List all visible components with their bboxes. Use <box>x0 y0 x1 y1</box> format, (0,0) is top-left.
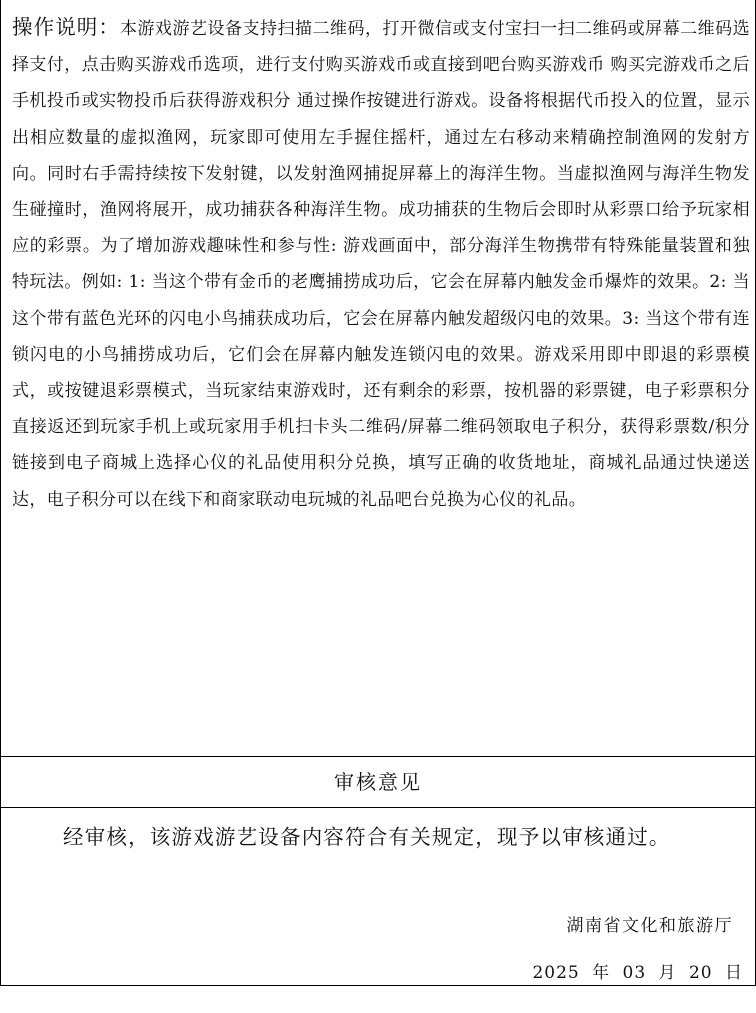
instructions-title: 操作说明： <box>12 15 121 39</box>
review-opinion-text: 经审核，该游戏游艺设备内容符合有关规定，现予以审核通过。 <box>63 825 671 849</box>
issuing-organization: 湖南省文化和旅游厅 <box>566 916 733 936</box>
instructions-paragraph <box>12 9 750 518</box>
review-section-header: 审核意见 <box>1 757 755 808</box>
review-date: 2025 年 03 月 20 日 <box>532 963 743 983</box>
review-section-body <box>1 808 755 985</box>
instructions-body: 本游戏游艺设备支持扫描二维码，打开微信或支付宝扫一扫二维码或屏幕二维码选择支付，点击购买游戏币选项，进行支付购买游戏币或直接到吧台购买游戏币 购买完游戏币之后手机投币或实物投币后获得游戏积分 通过操作按键进行游戏。设备将根据代币投入的位置，显示出相应数量的虚拟渔网，玩家即可使用左手握住摇杆，通过左右移动来精确控制渔网的发射方向。同时右手需持续按下发射键，以发射渔网捕捉屏幕上的海洋生物。当虚拟渔网与海洋生物发生碰撞时，渔网将展开，成功捕获各种海洋生物。成功捕获的生物后会即时从彩票口给予玩家相应的彩票。为了增加游戏趣味性和参与性: 游戏画面中，部分海洋生物携带有特殊能量装置和独特玩法。例如: 1: 当这个带有金币的老鹰捕捞成功后，它会在屏幕内触发金币爆炸的效果。2: 当这个带有蓝色光环的闪电小鸟捕获成功后，它会在屏幕内触发超级闪电的效果。3: 当这个带有连锁闪电的小鸟捕捞成功后，它们会在屏幕内触发连锁闪电的效果。游戏采用即中即退的彩票模式，或按键退彩票模式，当玩家结束游戏时，还有剩余的彩票，按机器的彩票键，电子彩票积分直接返还到玩家手机上或玩家用手机扫卡头二维码/屏幕二维码领取电子积分，获得彩票数/积分链接到电子商城上选择心仪的礼品使用积分兑换，填写正确的收货地址，商城礼品通过快递送达，电子积分可以在线下和商家联动电玩城的礼品吧台兑换为心仪的礼品。 <box>12 19 750 510</box>
instructions-cell <box>1 0 755 757</box>
